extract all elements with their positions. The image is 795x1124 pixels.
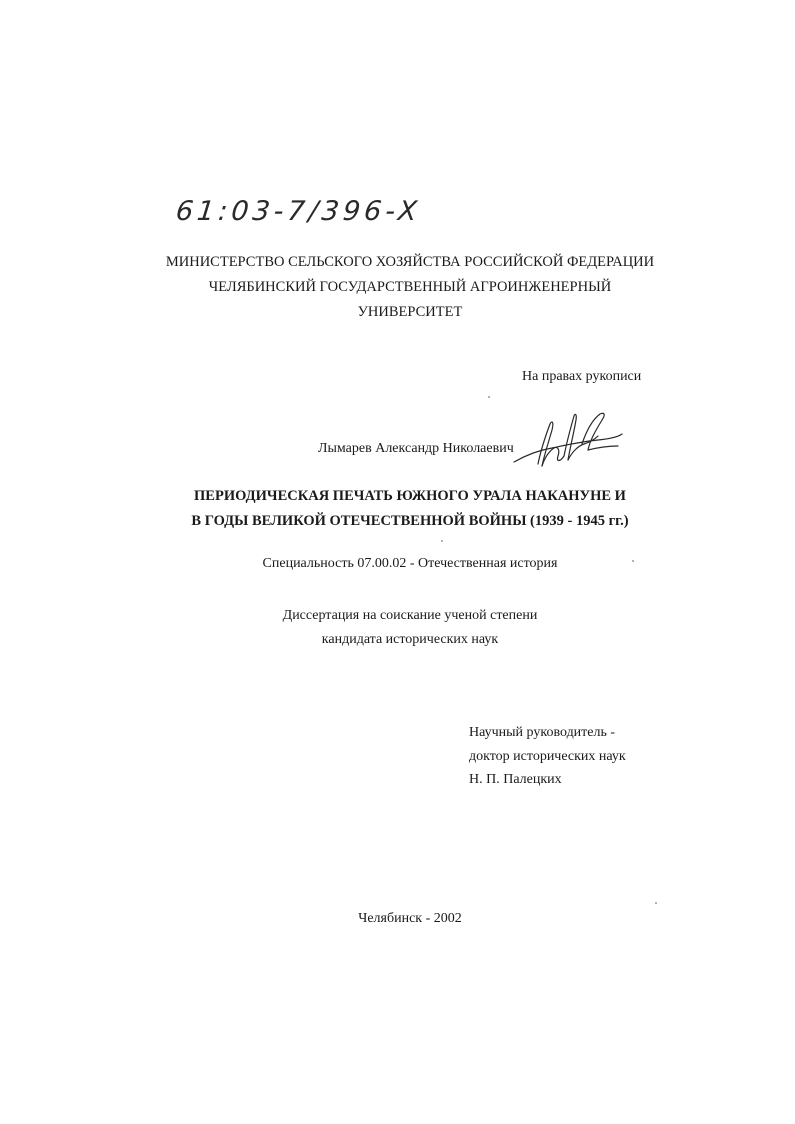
rights-note: На правах рукописи [522, 369, 642, 384]
dissertation-title [120, 484, 700, 534]
ministry-header [120, 250, 700, 325]
place-and-year: Челябинск - 2002 [358, 911, 462, 926]
scan-speck [441, 540, 443, 542]
handwritten-catalog-code: 61:03-7/396-X [174, 196, 423, 227]
degree-line: Диссертация на соискание ученой степени [282, 608, 538, 623]
specialty-line: Специальность 07.00.02 - Отечественная история [262, 556, 558, 571]
degree-line: кандидата исторических наук [321, 632, 499, 647]
scan-speck [655, 902, 657, 904]
title-line: ПЕРИОДИЧЕСКАЯ ПЕЧАТЬ ЮЖНОГО УРАЛА НАКАНУНЕ И [194, 488, 626, 504]
supervisor-block [469, 721, 626, 792]
university-line: ЧЕЛЯБИНСКИЙ ГОСУДАРСТВЕННЫЙ АГРОИНЖЕНЕРНЫЙ [208, 279, 612, 295]
supervisor-degree: доктор исторических наук [469, 748, 626, 764]
title-line: В ГОДЫ ВЕЛИКОЙ ОТЕЧЕСТВЕННОЙ ВОЙНЫ (1939 - 1945 гг.) [191, 513, 629, 529]
university-line-cont: УНИВЕРСИТЕТ [357, 304, 463, 320]
supervisor-role: Научный руководитель - [469, 725, 616, 740]
ministry-line: МИНИСТЕРСТВО СЕЛЬСКОГО ХОЗЯЙСТВА РОССИЙСКОЙ ФЕДЕРАЦИИ [165, 254, 655, 270]
scan-speck [488, 396, 490, 398]
degree-statement [120, 604, 700, 652]
supervisor-name: Н. П. Палецких [469, 772, 562, 787]
author-name: Лымарев Александр Николаевич [318, 441, 514, 456]
scan-speck [632, 560, 634, 562]
signature-icon [510, 410, 630, 472]
